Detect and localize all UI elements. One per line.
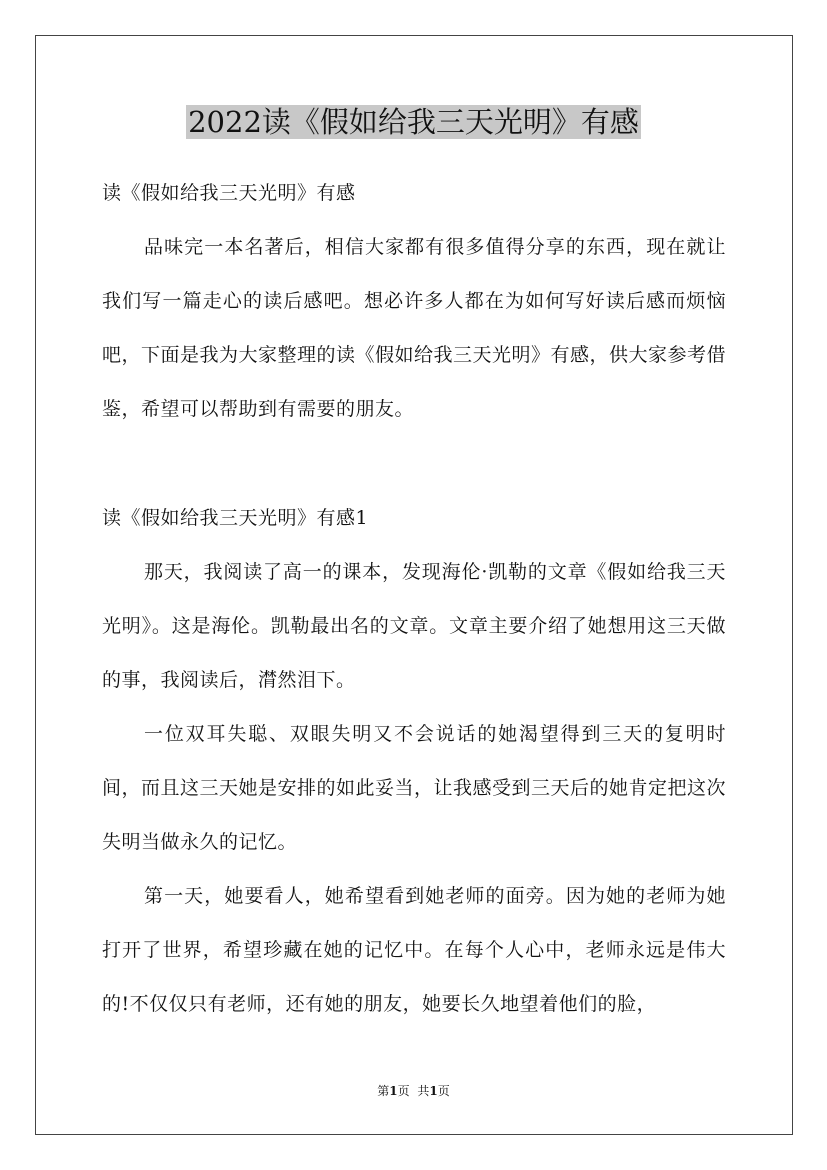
- document-title-text: 2022读《假如给我三天光明》有感: [188, 105, 639, 139]
- footer-total-prefix: 共: [417, 1084, 430, 1098]
- footer-total-number: 1: [429, 1084, 438, 1098]
- footer-page-suffix: 页: [397, 1084, 410, 1098]
- footer-total-suffix: 页: [437, 1084, 450, 1098]
- intro-paragraph: 品味完一本名著后，相信大家都有很多值得分享的东西，现在就让我们写一篇走心的读后感吧。想必许多人都在为如何写好读后感而烦恼吧，下面是我为大家整理的读《假如给我三天光明》有感，供大家参考借鉴，希望可以帮助到有需要的朋友。: [102, 236, 727, 420]
- body-paragraph-2: 一位双耳失聪、双眼失明又不会说话的她渴望得到三天的复明时间，而且这三天她是安排的如此妥当，让我感受到三天后的她肯定把这次失明当做永久的记忆。: [102, 723, 727, 853]
- document-title: [0, 100, 827, 144]
- body-paragraph-3: 第一天，她要看人，她希望看到她老师的面旁。因为她的老师为她打开了世界，希望珍藏在她的记忆中。在每个人心中，老师永远是伟大的!不仅仅只有老师，还有她的朋友，她要长久地望着他们的脸，: [102, 885, 726, 1015]
- footer-page-prefix: 第: [377, 1084, 390, 1098]
- footer-page-number: 1: [389, 1084, 398, 1098]
- page-footer: [0, 1081, 827, 1101]
- body-paragraph-1: 那天，我阅读了高一的课本，发现海伦·凯勒的文章《假如给我三天光明》。这是海伦。凯勒最出名的文章。文章主要介绍了她想用这三天做的事，我阅读后，潸然泪下。: [102, 561, 726, 691]
- document-subtitle: 读《假如给我三天光明》有感: [102, 182, 356, 204]
- section-heading: 读《假如给我三天光明》有感1: [102, 507, 369, 529]
